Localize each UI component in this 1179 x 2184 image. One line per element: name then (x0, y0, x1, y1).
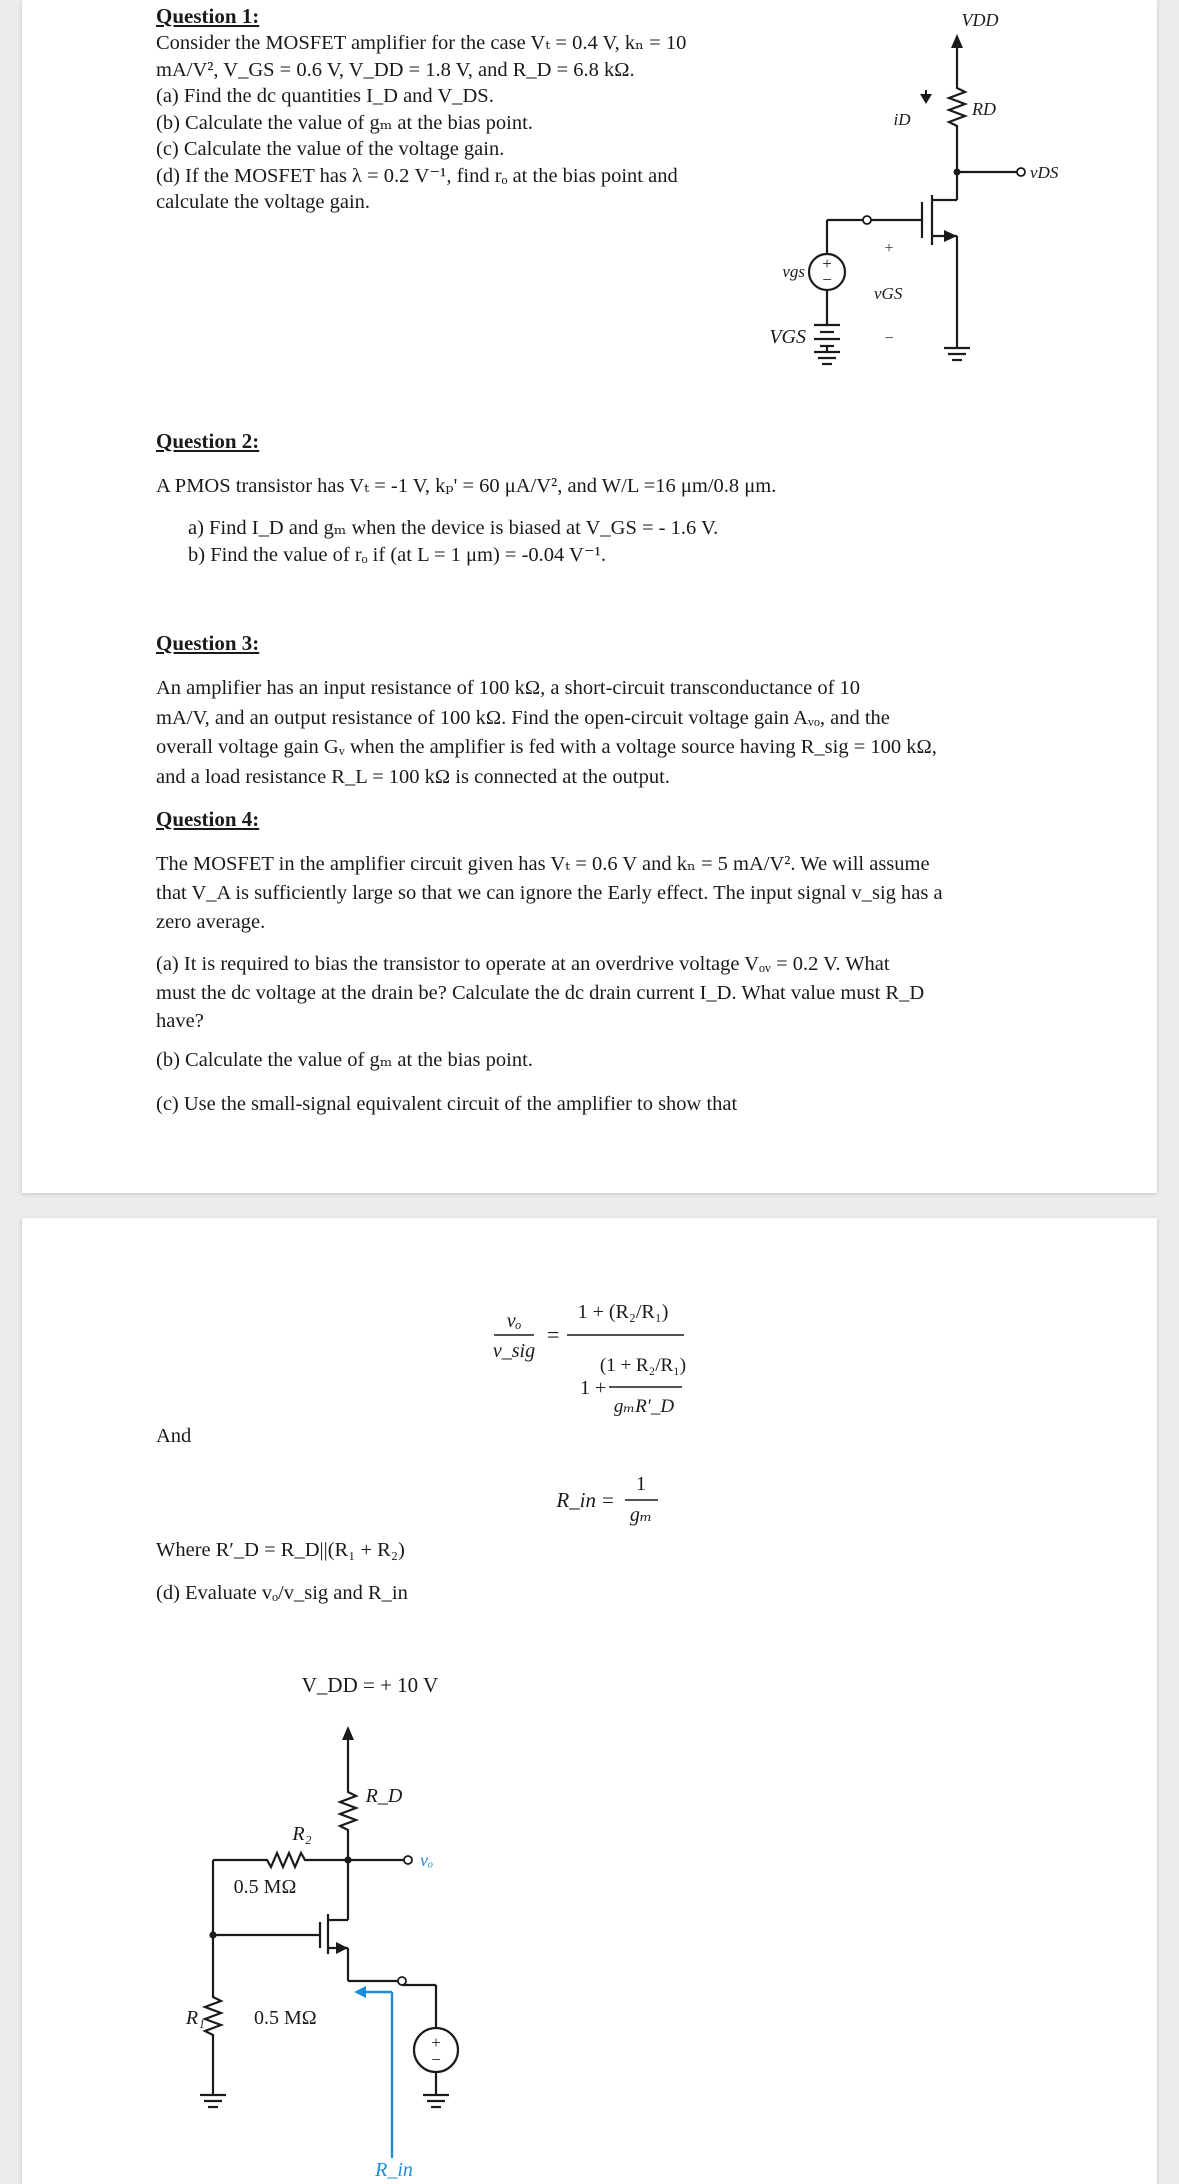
q1-minus-sign: − (884, 330, 894, 347)
q3-line-2: mA/V, and an output resistance of 100 kΩ. Find the open-circuit voltage gain Aᵥₒ, and the (156, 706, 890, 729)
q4-circuit-diagram (22, 1218, 1157, 2184)
q4-vdd-label: V_DD = + 10 V (301, 1673, 439, 1697)
q4-p1-line-2: that V_A is sufficiently large so that we can ignore the Early effect. The input signal v_sig has a (156, 882, 943, 904)
eq2-lhs: R_in (556, 1488, 596, 1512)
q4-r2-label: R₂ (292, 1823, 312, 1845)
svg-text:+: + (431, 2033, 441, 2052)
q4-a-line-2: must the dc voltage at the drain be? Calculate the dc drain current I_D. What value must R_D (156, 981, 925, 1004)
eq1-lhs-den: v_sig (492, 1340, 536, 1362)
q4-where: Where R′_D = R_D||(R₁ + R₂) (156, 1539, 405, 1561)
q4-p1-line-1: The MOSFET in the amplifier circuit given has Vₜ = 0.6 V and kₙ = 5 mA/V². We will assume (156, 853, 930, 875)
q4-part-a (156, 950, 924, 1036)
q3-heading: Question 3: (156, 631, 260, 655)
q2-part-b: b) Find the value of rₒ if (at L = 1 μm) = -0.04 V⁻¹. (188, 543, 606, 566)
eq1-den-one: 1 + (580, 1377, 607, 1399)
eq2-equals: = (602, 1488, 614, 1512)
q3-line-3: overall voltage gain Gᵥ when the amplifier is fed with a voltage source having R_sig = 100 kΩ, (156, 736, 937, 758)
svg-text:−: − (822, 270, 832, 289)
svg-text:−: − (431, 2050, 441, 2069)
q3-line-1: An amplifier has an input resistance of 100 kΩ, a short-circuit transconductance of 10 (156, 677, 861, 699)
eq1-numerator: 1 + (R₂/R₁) (577, 1301, 669, 1323)
q4-paragraph-1 (156, 850, 943, 937)
q4-r1-label: R₁ (185, 2007, 205, 2029)
q1-part-d-2: calculate the voltage gain. (156, 191, 371, 213)
eq2-numerator: 1 (636, 1473, 646, 1495)
q1-vgs-total-label: vGS (874, 284, 903, 303)
q1-part-a: (a) Find the dc quantities I_D and V_DS. (156, 85, 494, 107)
eq1-equals: = (547, 1322, 560, 1347)
q1-part-c: (c) Calculate the value of the voltage gain. (156, 138, 505, 160)
q1-line-1: Consider the MOSFET amplifier for the case Vₜ = 0.4 V, kₙ = 10 (156, 32, 687, 54)
q1-part-d-1: (d) If the MOSFET has λ = 0.2 V⁻¹, find rₒ at the bias point and (156, 164, 678, 187)
q4-rd-label: R_D (365, 1785, 403, 1807)
q1-plus-sign: + (884, 240, 894, 257)
page-2 (22, 1218, 1157, 2184)
eq1-den-den: gₘR′_D (613, 1396, 675, 1417)
q4-vo-label: vₒ (420, 1850, 434, 1870)
q1-circuit-diagram (22, 0, 1157, 400)
q2-intro: A PMOS transistor has Vₜ = -1 V, kₚ' = 60 μA/V², and W/L =16 μm/0.8 μm. (156, 475, 777, 497)
q4-part-b: (b) Calculate the value of gₘ at the bias point. (156, 1049, 533, 1071)
q3-line-4: and a load resistance R_L = 100 kΩ is connected at the output. (156, 765, 670, 788)
q4-rin-label: R_in (375, 2159, 413, 2181)
q4-heading: Question 4: (156, 807, 260, 831)
q4-p1-line-3: zero average. (156, 911, 266, 933)
q1-rd-label: RD (972, 99, 996, 119)
q4-r2-value: 0.5 MΩ (233, 1876, 297, 1898)
eq2-denominator: gₘ (629, 1504, 653, 1526)
q1-vgs-dc-label: VGS (769, 326, 806, 348)
q2-part-a: a) Find I_D and gₘ when the device is biased at V_GS = - 1.6 V. (188, 517, 719, 539)
q4-part-d: (d) Evaluate vₒ/v_sig and R_in (156, 1582, 408, 1604)
q4-a-line-1: (a) It is required to bias the transistor to operate at an overdrive voltage Vₒᵥ = 0.2 V. What (156, 953, 890, 975)
q1-vgs-small-label: vgs (782, 262, 805, 281)
page-1 (22, 0, 1157, 1193)
q4-and: And (156, 1425, 192, 1447)
eq1-lhs-num: vₒ (506, 1310, 522, 1332)
q1-vdd-label: VDD (961, 10, 999, 30)
svg-text:+: + (822, 254, 832, 273)
q3-text (156, 674, 937, 792)
q1-heading: Question 1: (156, 4, 260, 28)
q4-r1-value: 0.5 MΩ (254, 2007, 317, 2029)
q1-part-b: (b) Calculate the value of gₘ at the bias point. (156, 111, 533, 134)
eq1-den-num: (1 + R₂/R₁) (599, 1355, 687, 1376)
q1-vds-label: vDS (1030, 163, 1059, 182)
q2-parts (188, 515, 718, 568)
q1-id-label: iD (893, 110, 911, 129)
q4-a-line-3: have? (156, 1010, 204, 1032)
q4-part-c: (c) Use the small-signal equivalent circuit of the amplifier to show that (156, 1093, 738, 1115)
q2-heading: Question 2: (156, 429, 260, 453)
q1-line-2: mA/V², V_GS = 0.6 V, V_DD = 1.8 V, and R_D = 6.8 kΩ. (156, 58, 635, 81)
